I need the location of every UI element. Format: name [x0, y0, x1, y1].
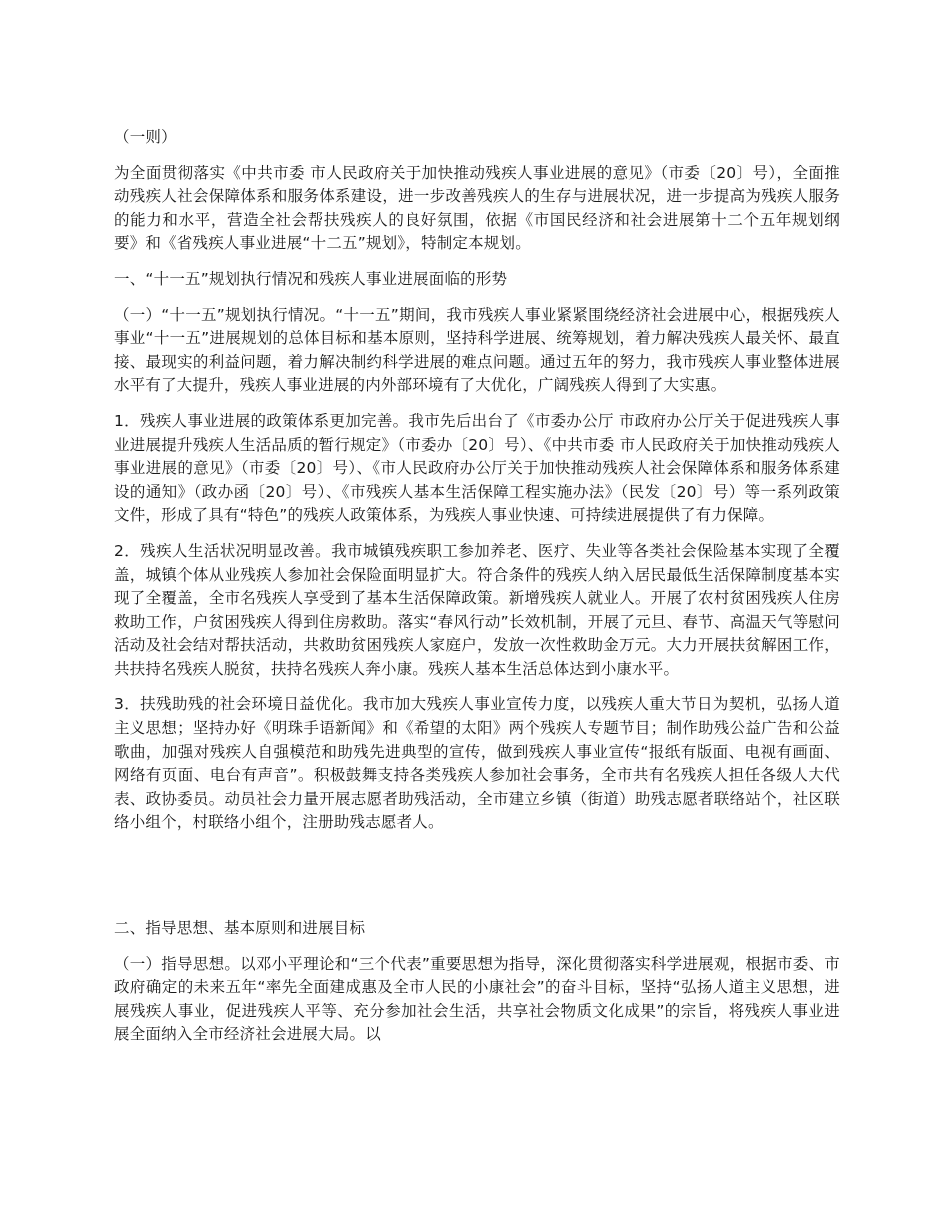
document-body [114, 126, 840, 1047]
paragraph-social-environment: 3．扶残助残的社会环境日益优化。我市加大残疾人事业宣传力度，以残疾人重大节日为契机，弘扬人道主义思想；坚持办好《明珠手语新闻》和《希望的太阳》两个残疾人专题节目；制作助残公益广告和公益歌曲，加强对残疾人自强模范和助残先进典型的宣传，做到残疾人事业宣传“报纸有版面、电视有画面、网络有页面、电台有声音”。积极鼓舞支持各类残疾人参加社会事务，全市共有名残疾人担任各级人大代表、政协委员。动员社会力量开展志愿者助残活动，全市建立乡镇（街道）助残志愿者联络站个，社区联络小组个，村联络小组个，注册助残志愿者人。 [114, 695, 840, 832]
section-heading-1: 一、“十一五”规划执行情况和残疾人事业进展面临的形势 [114, 269, 508, 288]
paragraph-living-conditions: 2．残疾人生活状况明显改善。我市城镇残疾职工参加养老、医疗、失业等各类社会保险基本实现了全覆盖，城镇个体从业残疾人参加社会保险面明显扩大。符合条件的残疾人纳入居民最低生活保障制度基本实现了全覆盖，全市名残疾人享受到了基本生活保障政策。新增残疾人就业人。开展了农村贫困残疾人住房救助工作，户贫困残疾人得到住房救助。落实“春风行动”长效机制，开展了元旦、春节、高温天气等慰问活动及社会结对帮扶活动，共救助贫困残疾人家庭户，发放一次性救助金万元。大力开展扶贫解困工作，共扶持名残疾人脱贫，扶持名残疾人奔小康。残疾人基本生活总体达到小康水平。 [114, 541, 840, 678]
paragraph-execution-status: （一）“十一五”规划执行情况。“十一五”期间，我市残疾人事业紧紧围绕经济社会进展中心，根据残疾人事业“十一五”进展规划的总体目标和基本原则，坚持科学进展、统筹规划，着力解决残疾人最关怀、最直接、最现实的利益问题，着力解决制约科学进展的难点问题。通过五年的努力，我市残疾人事业整体进展水平有了大提升，残疾人事业进展的内外部环境有了大优化，广阔残疾人得到了大实惠。 [114, 305, 840, 395]
section-heading-2: 二、指导思想、基本原则和进展目标 [114, 919, 366, 938]
paragraph-guiding-ideology: （一）指导思想。以邓小平理论和“三个代表”重要思想为指导，深化贯彻落实科学进展观，根据市委、市政府确定的未来五年“率先全面建成惠及全市人民的小康社会”的奋斗目标，坚持“弘扬人道主义思想，进展残疾人事业，促进残疾人平等、充分参加社会生活，共享社会物质文化成果”的宗旨，将残疾人事业进展全面纳入全市经济社会进展大局。以 [114, 954, 840, 1044]
intro-paragraph: 为全面贯彻落实《中共市委 市人民政府关于加快推动残疾人事业进展的意见》（市委〔20〕号），全面推动残疾人社会保障体系和服务体系建设，进一步改善残疾人的生存与进展状况，进一步提高为残疾人服务的能力和水平，营造全社会帮扶残疾人的良好氛围，依据《市国民经济和社会进展第十二个五年规划纲要》和《省残疾人事业进展“十二五”规划》，特制定本规划。 [114, 163, 840, 253]
document-title: （一则） [114, 128, 177, 146]
paragraph-policy-system: 1．残疾人事业进展的政策体系更加完善。我市先后出台了《市委办公厅 市政府办公厅关于促进残疾人事业进展提升残疾人生活品质的暂行规定》（市委办〔20〕号）、《中共市委 市人民政府关于加快推动残疾人事业进展的意见》（市委〔20〕号）、《市人民政府办公厅关于加快推动残疾人社会保障体系和服务体系建设的通知》（政办函〔20〕号）、《市残疾人基本生活保障工程实施办法》（民发〔20〕号）等一系列政策文件，形成了具有“特色”的残疾人政策体系，为残疾人事业快速、可持续进展提供了有力保障。 [114, 411, 840, 525]
